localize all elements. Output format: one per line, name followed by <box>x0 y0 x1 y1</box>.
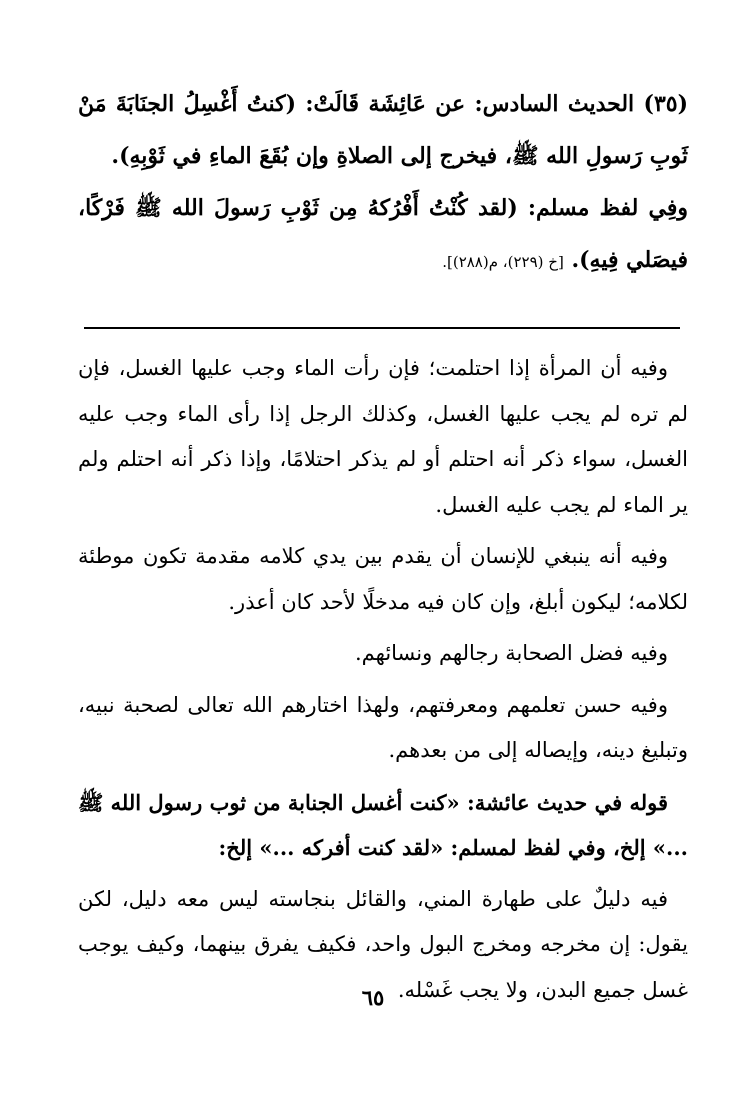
footnote-divider <box>84 327 680 329</box>
commentary-paragraph: وفيه حسن تعلمهم ومعرفتهم، ولهذا اختارهم الله تعالى لصحبة نبيه، وتبليغ دينه، وإيصاله إلى من بعدهم. <box>78 692 688 762</box>
hadith-block <box>78 78 688 288</box>
hadith-text-line: (٣٥) الحديث السادس: عن عَائِشَة قَالَتْ: (كنتُ أَغْسِلُ الجنَابَةَ مَنْ ثَوبِ رَسولِ الله ﷺ، فيخرج إلى الصلاةِ وإن بُقَعَ الماءِ في ثَوْبِهِ). <box>78 91 688 169</box>
hadith-muslim-line: وفِي لفظ مسلم: (لقد كُنْتُ أَفْرُكهُ مِن ثَوْبِ رَسولَ الله ﷺ فَرْكًا، فيصَلي فِيهِ). <box>78 195 688 273</box>
page-number: ٦٥ <box>361 985 385 1010</box>
commentary-block <box>78 346 688 1019</box>
commentary-paragraph: وفيه فضل الصحابة رجالهم ونسائهم. <box>354 641 668 665</box>
hadith-muslim-text <box>78 182 688 288</box>
commentary-paragraph: فيه دليلٌ على طهارة المني، والقائل بنجاسته ليس معه دليل، لكن يقول: إن مخرجه ومخرج البول واحد، فكيف يفرق بينهما، وكيف يوجب غسل جميع البدن، ولا يجب غَسْله. <box>78 886 688 1002</box>
commentary-paragraph: وفيه أنه ينبغي للإنسان أن يقدم بين يدي كلامه مقدمة تكون موطئة لكلامه؛ ليكون أبلغ، وإن كان فيه مدخلًا لأحد كان أعذر. <box>78 544 688 614</box>
hadith-reference: [خ (٢٢٩)، م(٢٨٨)]. <box>442 253 564 271</box>
commentary-quote-heading: قوله في حديث عائشة: «كنت أغسل الجنابة من ثوب رسول الله ﷺ ...» إلخ، وفي لفظ لمسلم: «لقد كنت أفركه ...» إلخ: <box>77 789 688 860</box>
hadith-text <box>78 78 688 182</box>
commentary-paragraph: وفيه أن المرأة إذا احتلمت؛ فإن رأت الماء وجب عليها الغسل، فإن لم تره لم يجب عليها الغسل، وكذلك الرجل إذا رأى الماء وجب عليه الغسل، سواء ذكر أنه احتلم أو لم يذكر احتلامًا، وإذا ذكر أنه احتلم ولم ير الماء لم يجب عليه الغسل. <box>78 356 688 517</box>
